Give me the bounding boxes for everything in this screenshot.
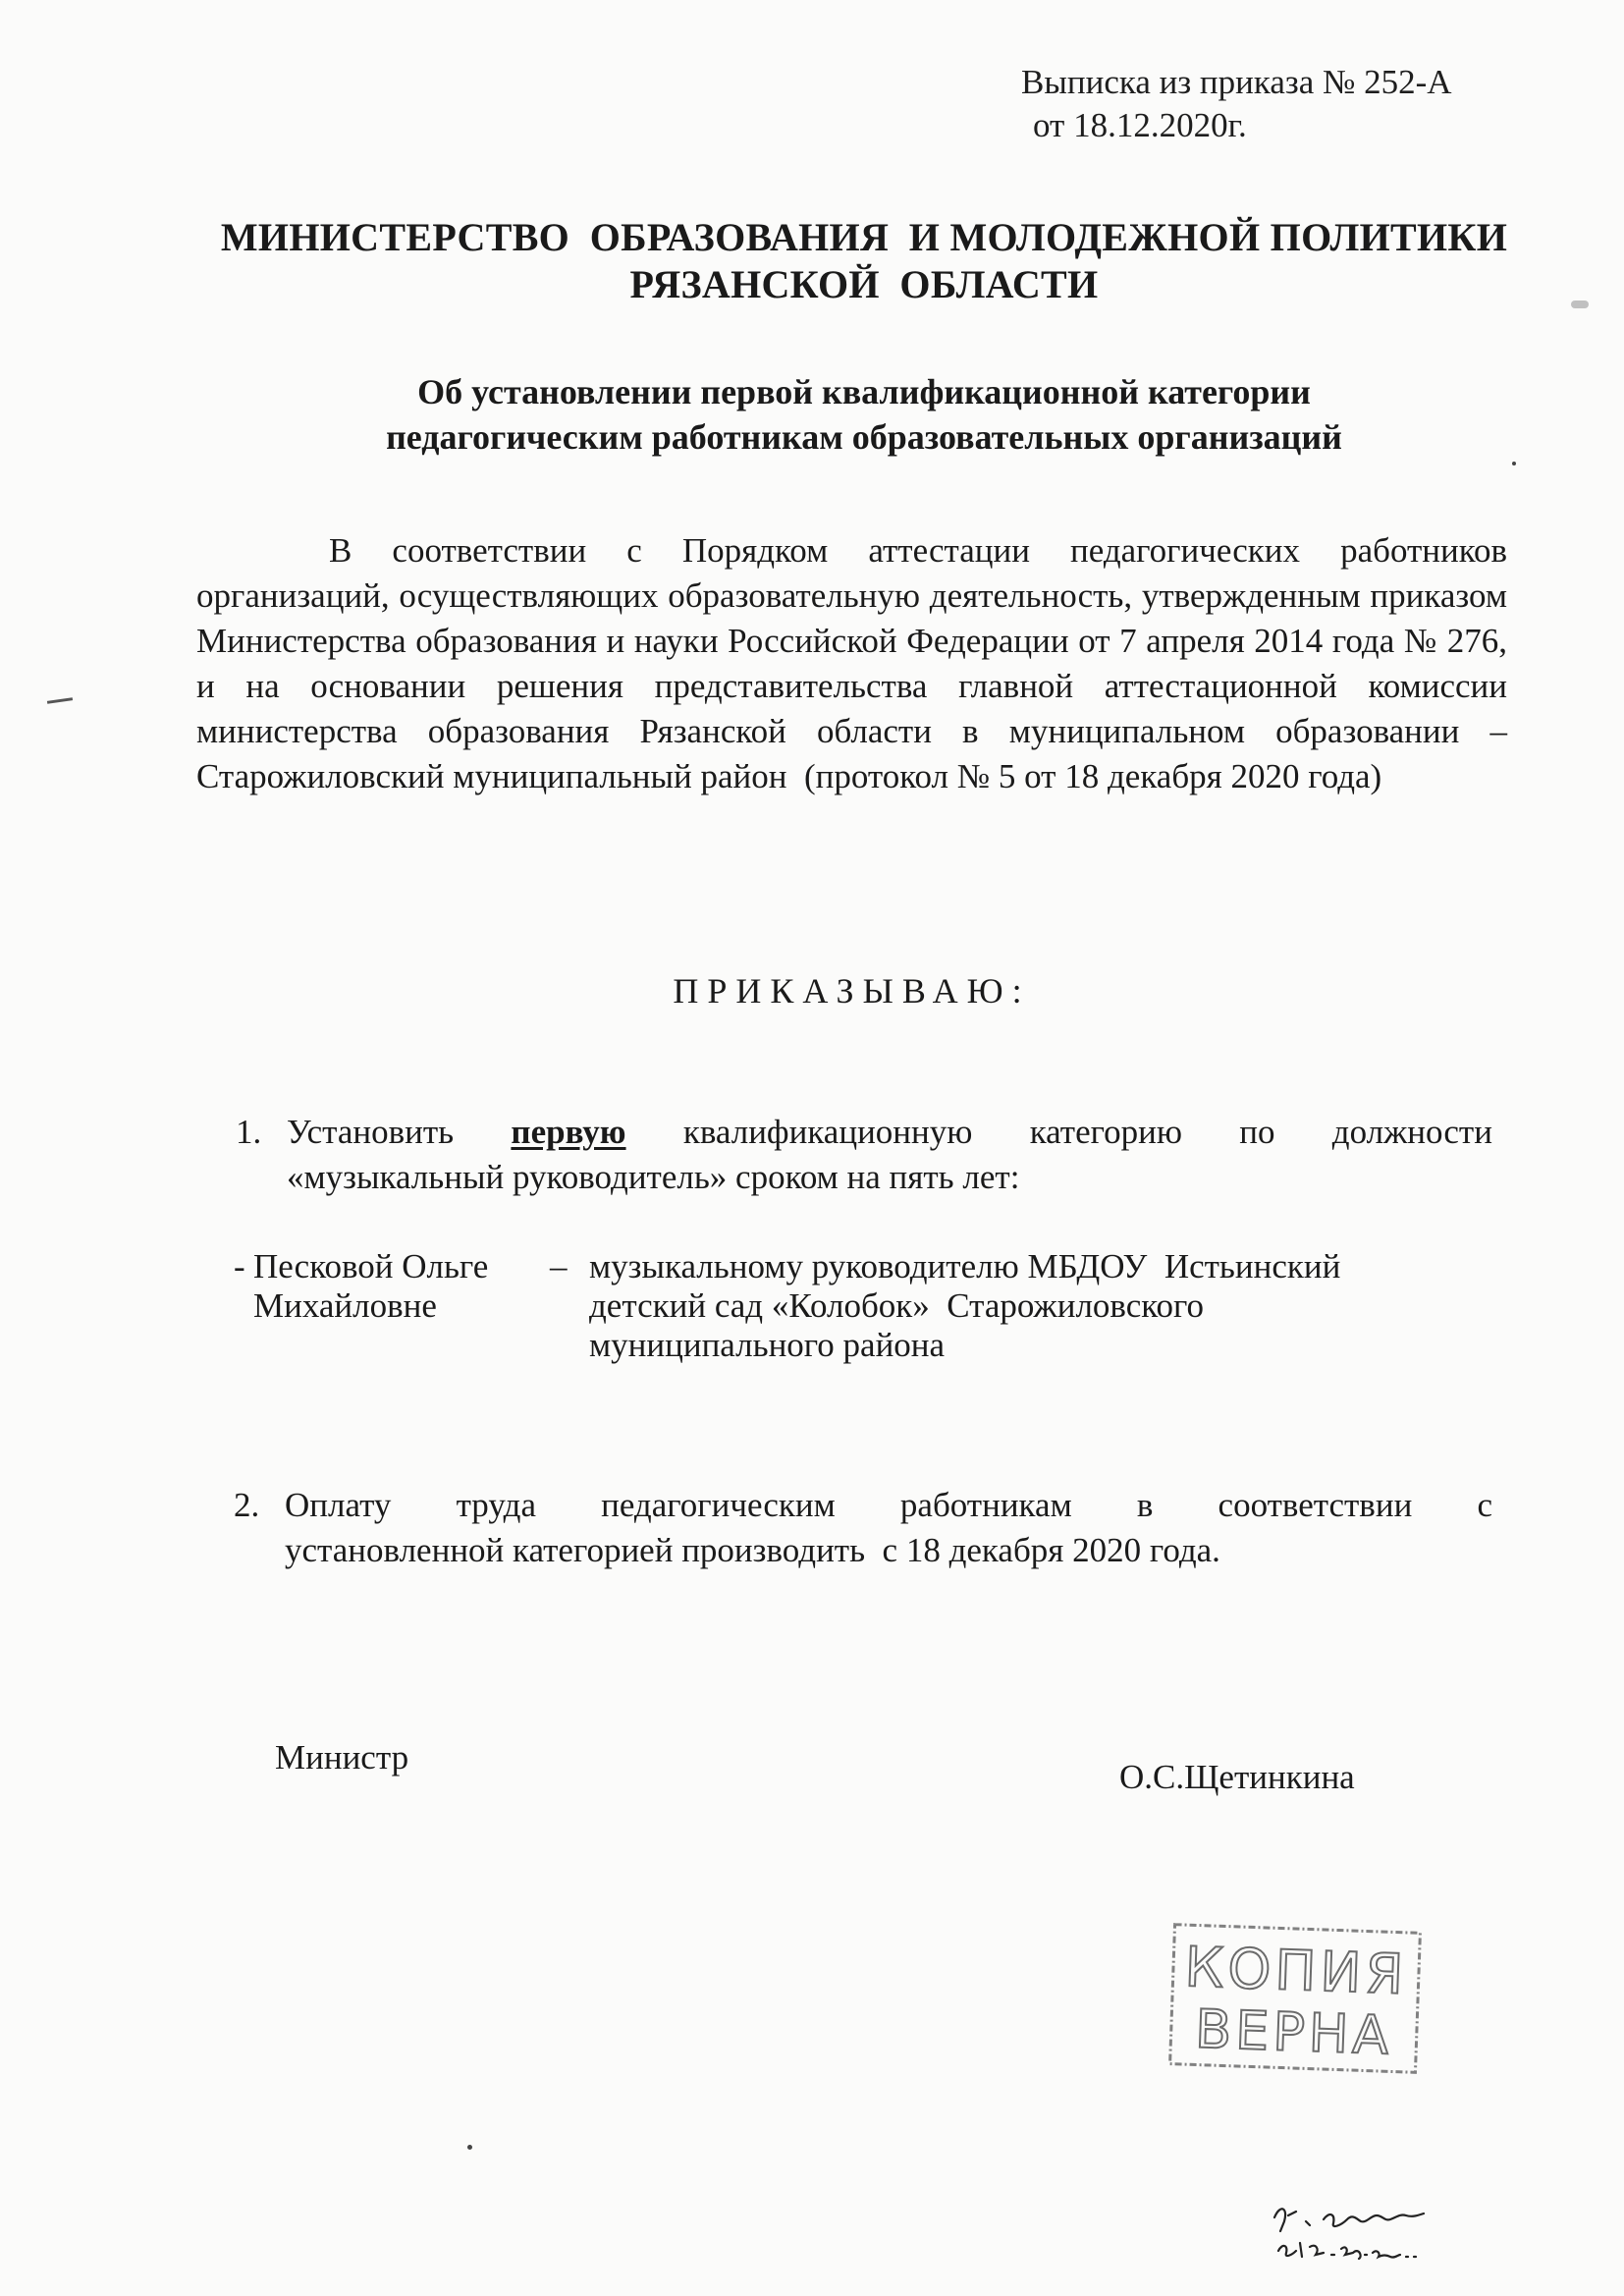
order-subject-line2: педагогическим работникам образовательных организаций: [386, 417, 1342, 457]
appointee-role-line3: муниципального района: [589, 1326, 946, 1364]
appointee-dash: -: [234, 1247, 245, 1285]
item-1-word: по: [1239, 1113, 1275, 1151]
order-item-2: [234, 1483, 1492, 1573]
scan-mark: [1571, 301, 1589, 308]
copy-certified-stamp: [1165, 1921, 1424, 2077]
extract-reference: [1021, 61, 1452, 147]
order-subject: [295, 369, 1434, 460]
item-1-category-word: первую: [511, 1113, 626, 1151]
order-item-1: [236, 1110, 1492, 1200]
ministry-title: [196, 214, 1532, 308]
order-heading: ПРИКАЗЫВАЮ:: [673, 971, 1031, 1011]
handwritten-note: [1267, 2200, 1502, 2274]
item-2-word: с: [1477, 1486, 1492, 1524]
item-1-number: 1.: [236, 1113, 262, 1151]
item-2-word: работникам: [899, 1486, 1072, 1524]
extract-ref-date: от 18.12.2020г.: [1033, 106, 1247, 144]
signatory-name: О.С.Щетинкина: [1119, 1758, 1355, 1796]
item-2-word: соответствии: [1218, 1486, 1413, 1524]
item-2-line2: установленной категорией производить с 18 декабря 2020 года.: [285, 1531, 1220, 1569]
item-1-word: должности: [1331, 1113, 1492, 1151]
appointee-name: [234, 1247, 558, 1326]
item-2-word: труда: [456, 1486, 536, 1524]
scan-mark: [47, 697, 73, 704]
item-1-word: категорию: [1029, 1113, 1182, 1151]
item-2-word: в: [1136, 1486, 1154, 1524]
ministry-title-line1: МИНИСТЕРСТВО ОБРАЗОВАНИЯ И МОЛОДЕЖНОЙ ПОЛИТИКИ: [220, 215, 1508, 259]
extract-ref-number: Выписка из приказа № 252-А: [1021, 63, 1452, 101]
scan-speck: [467, 2145, 472, 2150]
item-1-word: Установить: [287, 1113, 455, 1151]
order-subject-line1: Об установлении первой квалификационной категории: [417, 372, 1311, 411]
stamp-line1: КОПИЯ: [1183, 1936, 1409, 2007]
item-1-line1: [287, 1110, 1492, 1155]
appointee-separator: –: [550, 1247, 568, 1285]
appointee-name-line2: Михайловне: [253, 1286, 437, 1325]
item-2-number: 2.: [234, 1486, 260, 1524]
appointee-name-line1: Песковой Ольге: [253, 1247, 489, 1285]
item-2-line1: [285, 1483, 1492, 1528]
stamp-line2: ВЕРНА: [1194, 1997, 1394, 2067]
item-1-word: квалификационную: [682, 1113, 973, 1151]
scan-speck: [1512, 462, 1516, 465]
item-2-word: педагогическим: [601, 1486, 836, 1524]
item-2-word: Оплату: [285, 1486, 392, 1524]
appointee-role: [589, 1247, 1473, 1365]
preamble-paragraph: В соответствии с Порядком аттестации педагогических работников организаций, осуществляющих образовательную деятельность, утвержденным приказом Министерства образования и науки Российской Федерации от 7 апреля 2014 года № 276, и на основании решения представительства главной аттестационной комиссии министерства образования Рязанской области в муниципальном образовании – Старожиловский муниципальный район (протокол № 5 от 18 декабря 2020 года): [196, 531, 1516, 795]
signatory-title: Министр: [275, 1738, 409, 1777]
appointee-role-line1: музыкальному руководителю МБДОУ Истьинский: [589, 1247, 1341, 1285]
item-1-line2: «музыкальный руководитель» сроком на пять лет:: [287, 1158, 1020, 1196]
ministry-title-line2: РЯЗАНСКОЙ ОБЛАСТИ: [629, 262, 1099, 306]
appointee-role-line2: детский сад «Колобок» Старожиловского: [589, 1286, 1205, 1325]
